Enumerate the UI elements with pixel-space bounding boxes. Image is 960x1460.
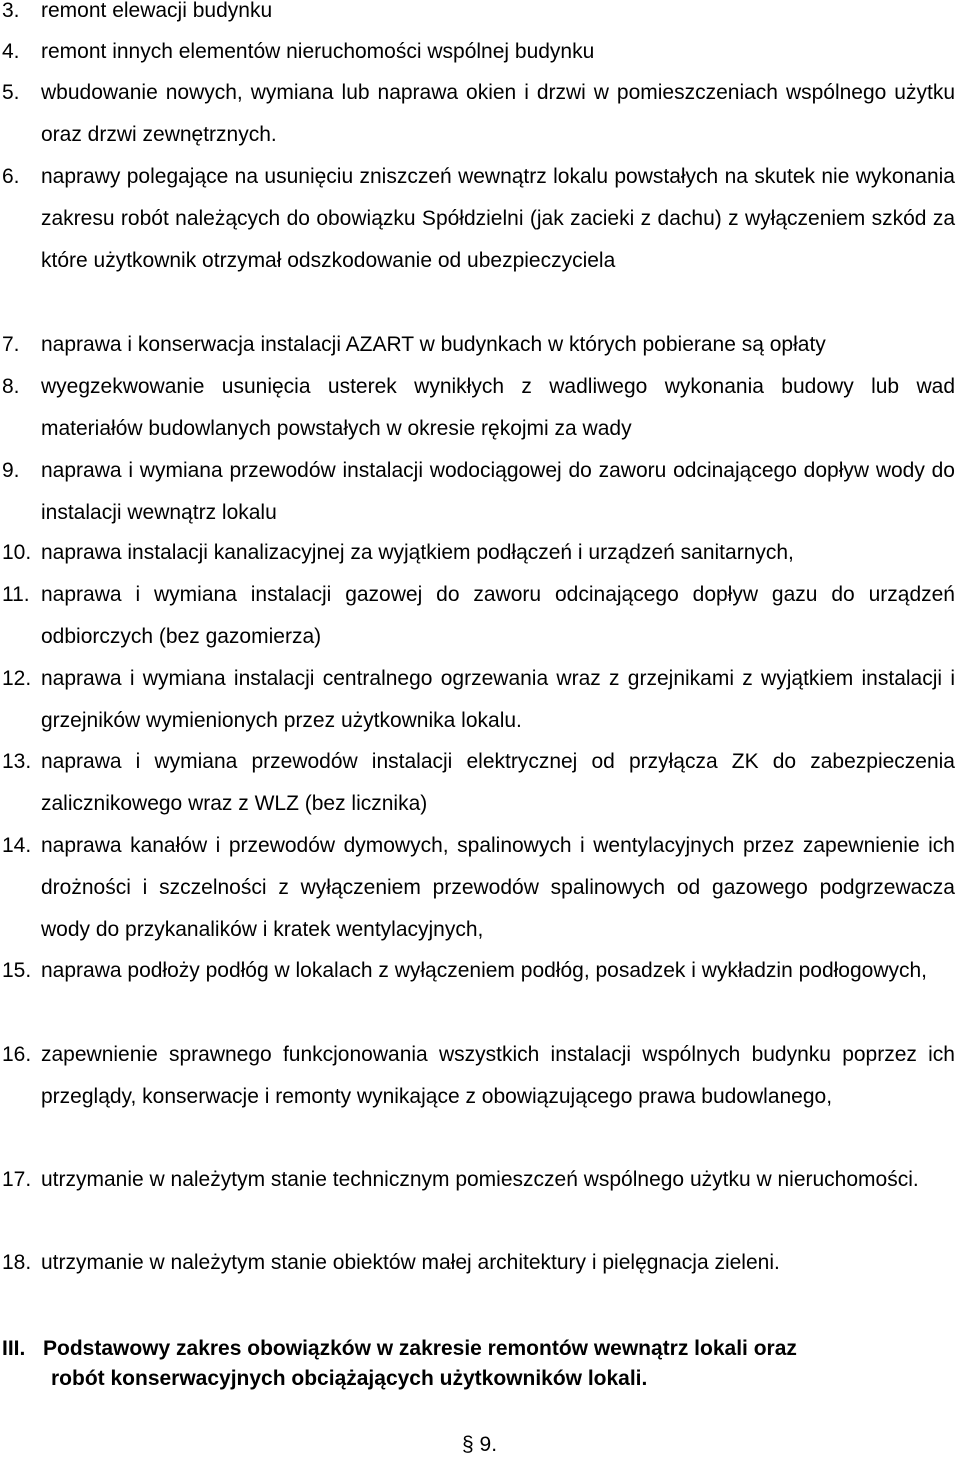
list-item-number: 18. (2, 1251, 32, 1274)
list-item-number: 7. (2, 333, 20, 356)
list-item-number: 11. (2, 583, 30, 606)
section-heading-line-2: robót konserwacyjnych obciążających użytkowników lokali. (51, 1367, 648, 1390)
list-item-text: naprawa podłoży podłóg w lokalach z wyłączeniem podłóg, posadzek i wykładzin podłogowych, (41, 959, 928, 982)
list-item-text: remont elewacji budynku (41, 0, 273, 22)
list-item-number: 15. (2, 959, 32, 982)
list-item-text: utrzymanie w należytym stanie technicznym pomieszczeń wspólnego użytku w nieruchomości. (41, 1168, 919, 1191)
list-item-number: 14. (2, 834, 32, 857)
section-heading-line-1: Podstawowy zakres obowiązków w zakresie remontów wewnątrz lokali oraz (43, 1337, 797, 1360)
list-item-text: wbudowanie nowych, wymiana lub naprawa okien i drzwi w pomieszczeniach wspólnego użytku oraz drzwi zewnętrznych. (41, 81, 955, 146)
list-item-text: naprawa i wymiana przewodów instalacji elektrycznej od przyłącza ZK do zabezpieczenia zalicznikowego wraz z WLZ (bez licznika) (41, 750, 955, 815)
list-item-text: wyegzekwowanie usunięcia usterek wynikłych z wadliwego wykonania budowy lub wad materiałów budowlanych powstałych w okresie rękojmi za wady (41, 375, 955, 440)
list-item-number: 9. (2, 459, 20, 482)
list-item-number: 10. (2, 541, 32, 564)
list-item-number: 12. (2, 667, 32, 690)
list-item-number: 5. (2, 81, 20, 104)
list-item-text: naprawy polegające na usunięciu zniszczeń wewnątrz lokalu powstałych na skutek nie wykonania zakresu robót należących do obowiązku Spółdzielni (jak zacieki z dachu) z wyłączeniem szkód za które użytkownik otrzymał odszkodowanie od ubezpieczyciela (41, 165, 955, 272)
list-item-text: naprawa i konserwacja instalacji AZART w budynkach w których pobierane są opłaty (41, 333, 826, 356)
list-item-text: naprawa i wymiana przewodów instalacji wodociągowej do zaworu odcinającego dopływ wody do instalacji wewnątrz lokalu (41, 459, 955, 524)
list-item-text: utrzymanie w należytym stanie obiektów małej architektury i pielęgnacja zieleni. (41, 1251, 780, 1274)
list-item-number: 13. (2, 750, 32, 773)
list-item-number: 3. (2, 0, 20, 22)
list-item-text: naprawa instalacji kanalizacyjnej za wyjątkiem podłączeń i urządzeń sanitarnych, (41, 541, 794, 564)
paragraph-marker: § 9. (462, 1433, 498, 1456)
list-item-number: 17. (2, 1168, 32, 1191)
list-item-text: zapewnienie sprawnego funkcjonowania wszystkich instalacji wspólnych budynku poprzez ich przeglądy, konserwacje i remonty wynikające z obowiązującego prawa budowlanego, (41, 1043, 955, 1108)
list-item-number: 4. (2, 40, 20, 63)
list-item-number: 6. (2, 165, 20, 188)
list-item-number: 8. (2, 375, 20, 398)
list-item-number: 16. (2, 1043, 32, 1066)
list-item-text: remont innych elementów nieruchomości wspólnej budynku (41, 40, 595, 63)
list-item-text: naprawa kanałów i przewodów dymowych, spalinowych i wentylacyjnych przez zapewnienie ich drożności i szczelności z wyłączeniem przewodów spalinowych od gazowego podgrzewacza wody do przykanalików i kratek wentylacyjnych, (41, 834, 955, 941)
section-number: III. (2, 1337, 26, 1360)
list-item-text: naprawa i wymiana instalacji centralnego ogrzewania wraz z grzejnikami z wyjątkiem instalacji i grzejników wymienionych przez użytkownika lokalu. (41, 667, 955, 732)
list-item-text: naprawa i wymiana instalacji gazowej do zaworu odcinającego dopływ gazu do urządzeń odbiorczych (bez gazomierza) (41, 583, 955, 648)
section-heading (43, 1334, 923, 1394)
